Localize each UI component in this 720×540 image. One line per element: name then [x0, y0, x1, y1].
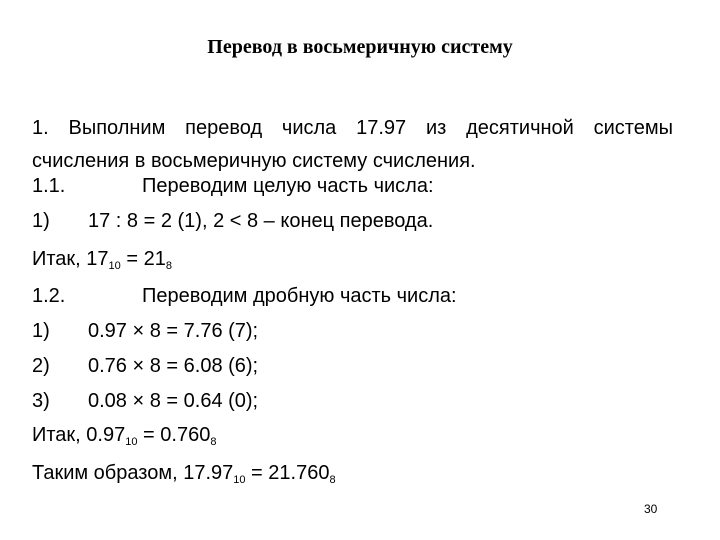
result-value: = 21 — [120, 248, 166, 270]
base-subscript: 8 — [165, 260, 172, 272]
base-subscript: 8 — [329, 474, 336, 486]
step-1-1 — [32, 175, 434, 198]
base-subscript: 10 — [108, 260, 121, 272]
fraction-step-line — [32, 320, 258, 343]
fraction-result — [32, 424, 216, 447]
item-number: 1) — [32, 210, 50, 232]
item-text: 0.08 × 8 = 0.64 (0); — [88, 390, 259, 412]
step-text: Переводим дробную часть числа: — [142, 285, 457, 307]
step-text: Переводим целую часть числа: — [142, 175, 434, 197]
item-text: 0.76 × 8 = 6.08 (6); — [88, 355, 259, 377]
result-value: = 0.760 — [137, 424, 211, 446]
page-number: 30 — [644, 502, 658, 516]
result-value: = 21.760 — [245, 462, 330, 484]
result-prefix: Итак, 0.97 — [32, 424, 126, 446]
slide-title: Перевод в восьмеричную систему — [207, 36, 513, 58]
step-1-2 — [32, 285, 457, 308]
fraction-step-line — [32, 355, 258, 378]
integer-result — [32, 248, 172, 271]
final-result — [32, 462, 336, 485]
result-prefix: Итак, 17 — [32, 248, 109, 270]
intro-paragraph: 1. Выполним перевод числа 17.97 из десятичной системы счисления в восьмеричную систему счисления. — [32, 117, 673, 172]
base-subscript: 8 — [210, 436, 217, 448]
step-number: 1.2. — [32, 285, 66, 307]
item-text: 17 : 8 = 2 (1), 2 < 8 – конец перевода. — [88, 210, 434, 232]
base-subscript: 10 — [125, 436, 138, 448]
item-number: 1) — [32, 320, 50, 342]
item-text: 0.97 × 8 = 7.76 (7); — [88, 320, 259, 342]
base-subscript: 10 — [233, 474, 246, 486]
integer-division-line — [32, 210, 433, 233]
item-number: 2) — [32, 355, 50, 377]
result-prefix: Таким образом, 17.97 — [32, 462, 234, 484]
step-number: 1.1. — [32, 175, 66, 197]
fraction-step-line — [32, 390, 258, 413]
item-number: 3) — [32, 390, 50, 412]
